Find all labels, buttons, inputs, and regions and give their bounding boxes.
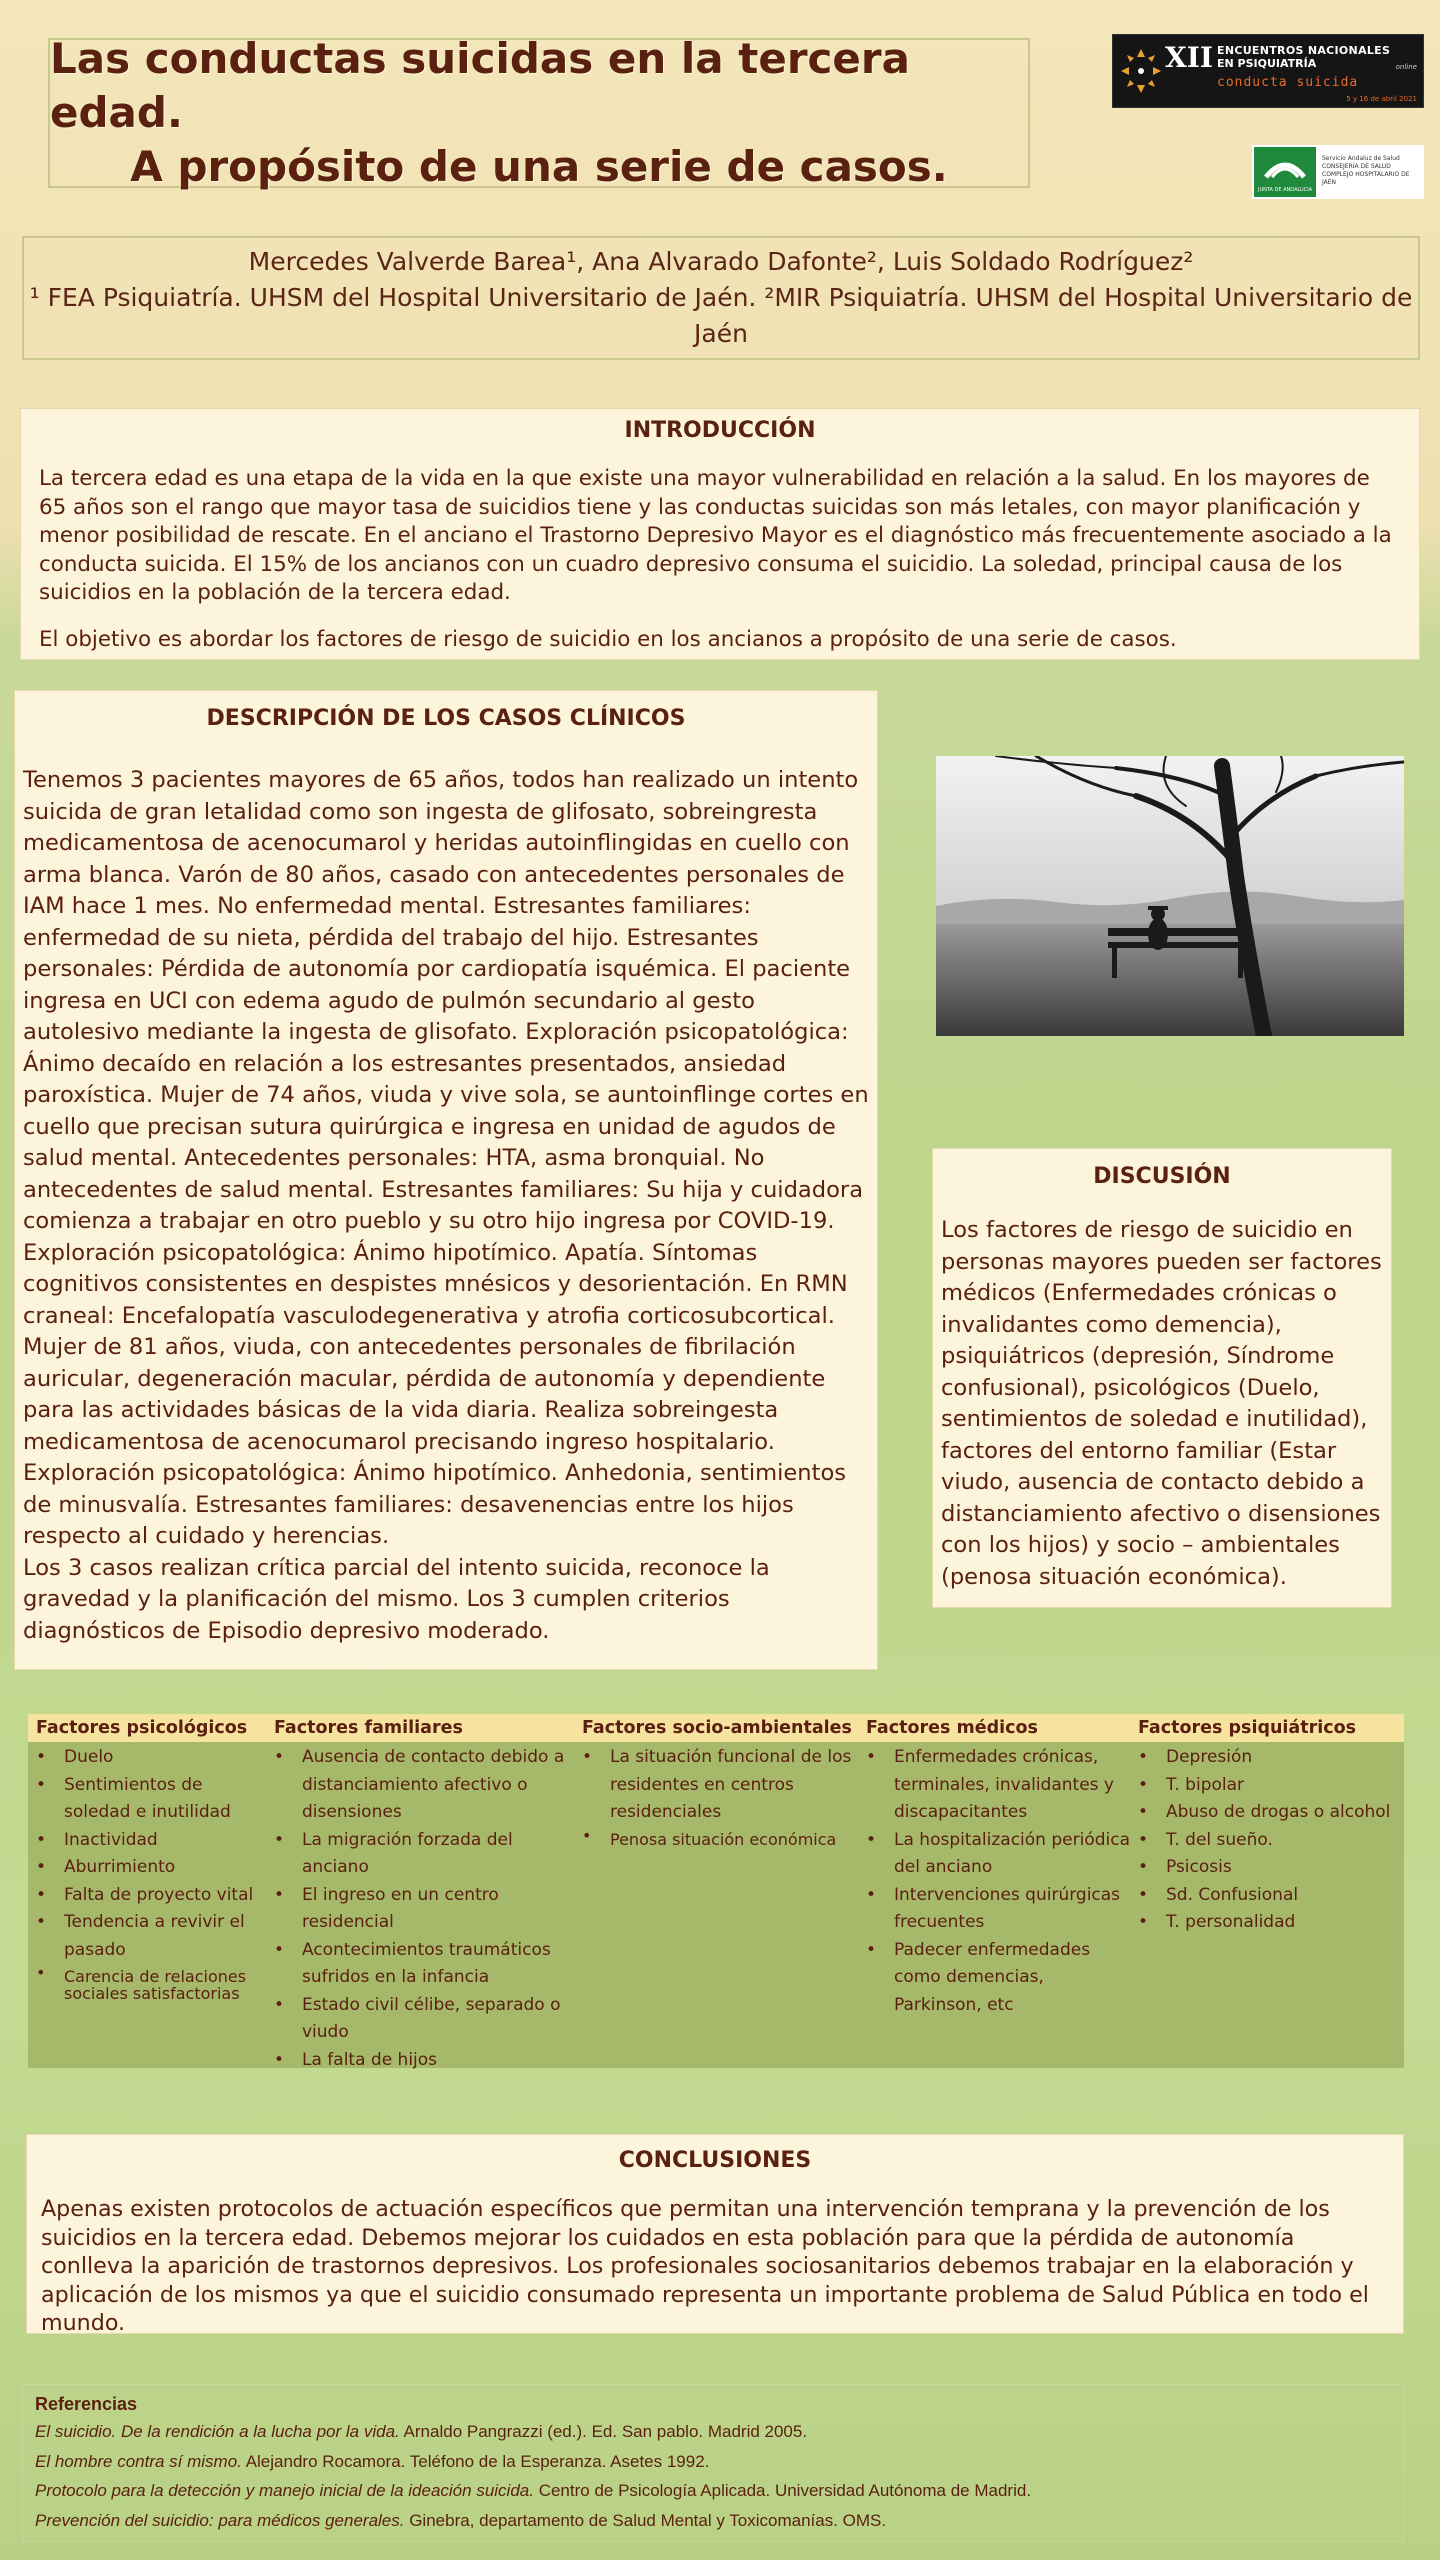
list-item: • Carencia de relaciones sociales satisfactorias (64, 1964, 266, 2006)
list-item: • Acontecimientos traumáticos sufridos en la infancia (302, 1937, 574, 1992)
reference-details: Centro de Psicología Aplicada. Universidad Autónoma de Madrid. (533, 2481, 1032, 2500)
list-item: • Sd. Confusional (1166, 1882, 1404, 1910)
list-item: • Ausencia de contacto debido a distanciamiento afectivo o disensiones (302, 1744, 574, 1827)
list-item: • Duelo (64, 1744, 266, 1772)
factor-column-header: Factores psiquiátricos (1138, 1718, 1357, 1738)
list-item: • Aburrimiento (64, 1854, 266, 1882)
factor-column-header: Factores médicos (866, 1718, 1038, 1738)
discussion-body: Los factores de riesgo de suicidio en personas mayores pueden ser factores médicos (Enfermedades crónicas o invalidantes como demencia), psiquiátricos (depresión, Síndrome confusional), psicológicos (Duelo, sentimientos de soledad e inutilidad), factores del entorno familiar (Estar viudo, ausencia de contacto debido a distanciamiento afectivo o disensiones con los hijos) y socio – ambientales (penosa situación económica). (941, 1217, 1382, 1590)
congress-logo (1112, 34, 1424, 108)
title-box (48, 34, 1030, 191)
introduction-paragraph-1: La tercera edad es una etapa de la vida en la que existe una mayor vulnerabilidad en relación a la salud. En los mayores de 65 años son el rango que mayor tasa de suicidios tiene y las conductas suicidas son más letales, con mayor planificación y menor posibilidad de rescate. En el anciano el Trastorno Depresivo Mayor es el diagnóstico más frecuentemente asociado a la conducta suicida. El 15% de los ancianos con un cuadro depresivo consuma el suicidio. La soledad, principal causa de los suicidios en la población de la tercera edad. (39, 466, 1392, 605)
list-item: • Enfermedades crónicas, terminales, invalidantes y discapacitantes (894, 1744, 1130, 1827)
list-item: • Falta de proyecto vital (64, 1882, 266, 1910)
factor-column-medical (858, 1714, 1130, 2019)
list-item: • La hospitalización periódica del anciano (894, 1827, 1130, 1882)
author-affiliations: ¹ FEA Psiquiatría. UHSM del Hospital Universitario de Jaén. ²MIR Psiquiatría. UHSM del Hospital Universitario de Jaén (29, 283, 1413, 348)
sas-badge-text: JUNTA DE ANDALUCIA (1258, 187, 1313, 193)
risk-factors-table (28, 1714, 1404, 2068)
list-item: • La migración forzada del anciano (302, 1827, 574, 1882)
list-item: • La falta de hijos (302, 2047, 574, 2075)
poster-title-line-1: Las conductas suicidas en la tercera edad. (50, 34, 910, 137)
factor-column-header: Factores socio-ambientales (582, 1718, 852, 1738)
factor-column-header: Factores psicológicos (36, 1718, 248, 1738)
factor-column-psychiatric (1130, 1714, 1404, 1937)
introduction-panel (20, 408, 1420, 660)
reference-title: Protocolo para la detección y manejo inicial de la ideación suicida. (35, 2481, 534, 2500)
list-item: • Tendencia a revivir el pasado (64, 1909, 266, 1964)
reference-details: Alejandro Rocamora. Teléfono de la Esperanza. Asetes 1992. (241, 2451, 710, 2471)
congress-online: online (1395, 63, 1417, 71)
conclusions-heading: CONCLUSIONES (618, 2148, 812, 2173)
introduction-paragraph-2: El objetivo es abordar los factores de riesgo de suicidio en los ancianos a propósito de una serie de casos. (39, 626, 1177, 652)
references-heading: Referencias (35, 2394, 138, 2414)
reference-item (35, 2506, 1391, 2536)
congress-subtitle: conducta suicida (1217, 75, 1359, 90)
list-item: • Abuso de drogas o alcohol (1166, 1799, 1404, 1827)
congress-line-1: ENCUENTROS NACIONALES (1217, 44, 1391, 57)
sas-line-3: COMPLEJO HOSPITALARIO DE JAÉN (1322, 171, 1410, 186)
list-item: • Depresión (1166, 1744, 1404, 1772)
reference-details: Arnaldo Pangrazzi (ed.). Ed. San pablo. Madrid 2005. (399, 2422, 808, 2441)
reference-title: El hombre contra sí mismo. (35, 2451, 242, 2471)
discussion-heading: DISCUSIÓN (1093, 1164, 1231, 1189)
cases-body: Tenemos 3 pacientes mayores de 65 años, todos han realizado un intento suicida de gran letalidad como son ingesta de glifosato, sobreingresta medicamentosa de acenocumarol y heridas autoinflingidas en cuello con arma blanca. Varón de 80 años, casado con antecedentes personales de IAM hace 1 mes. No enfermedad mental. Estresantes familiares: enfermedad de su nieta, pérdida del trabajo del hijo. Estresantes personales: Pérdida de autonomía por cardiopatía isquémica. El paciente ingresa en UCI con edema agudo de pulmón secundario al gesto autolesivo mediante la ingesta de glisofato. Exploración psicopatológica: Ánimo decaído en relación a los estresantes presentados, ansiedad paroxística. Mujer de 74 años, viuda y vive sola, se auntoinflinge cortes en cuello que precisan sutura quirúrgica e ingresa en unidad de agudos de salud mental. Antecedentes personales: HTA, asma bronquial. No antecedentes de salud mental. Estresantes familiares: Su hija y cuidadora comienza a trabajar en otro pueblo y su otro hijo ingresa por COVID-19. Exploración psicopatológica: Ánimo hipotímico. Apatía. Síntomas cognitivos consistentes en despistes mnésicos y desorientación. En RMN craneal: Encefalopatía vasculodegenerativa y atrofia corticosubcortical. Mujer de 81 años, viuda, con antecedentes personales de fibrilación auricular, degeneración macular, pérdida de autonomía y dependiente para las actividades básicas de la vida diaria. Realiza sobreingesta medicamentosa de acenocumarol precisando ingreso hospitalario. Exploración psicopatológica: Ánimo hipotímico. Anhedonia, sentimientos de minusvalía. Estresantes familiares: desavenencias entre los hijos respecto al cuidado y herencias. (23, 767, 869, 1549)
list-item: • T. del sueño. (1166, 1827, 1404, 1855)
list-item: • Estado civil célibe, separado o viudo (302, 1992, 574, 2047)
bench-photo (936, 756, 1404, 1036)
list-item: • Inactividad (64, 1827, 266, 1855)
conclusions-body: Apenas existen protocolos de actuación específicos que permitan una intervención temprana y la prevención de los suicidios en la tercera edad. Debemos mejorar los cuidados en esta población para que la pérdida de autonomía conlleva la aparición de trastornos depresivos. Los profesionales sociosanitarios debemos trabajar en la elaboración y aplicación de los mismos ya que el suicidio consumado representa un importante problema de Salud Pública en todo el mundo. (41, 2196, 1369, 2336)
cases-body-2: Los 3 casos realizan crítica parcial del intento suicida, reconoce la gravedad y la planificación del mismo. Los 3 cumplen criterios diagnósticos de Episodio depresivo moderado. (23, 1554, 770, 1644)
congress-numeral: XII (1165, 41, 1213, 74)
arrows-logo-icon (1119, 47, 1163, 95)
list-item: • Sentimientos de soledad e inutilidad (64, 1772, 266, 1827)
list-item: • Penosa situación económica (610, 1827, 858, 1852)
reference-item (35, 2417, 1391, 2447)
introduction-heading: INTRODUCCIÓN (624, 418, 816, 443)
conclusions-panel (26, 2134, 1404, 2334)
sas-line-2: CONSEJERÍA DE SALUD (1322, 163, 1391, 170)
list-item: • La situación funcional de los residentes en centros residenciales (610, 1744, 858, 1827)
reference-details: Ginebra, departamento de Salud Mental y Toxicomanías. OMS. (404, 2510, 887, 2530)
factor-column-family (266, 1714, 574, 2074)
factor-column-socio-environmental (574, 1714, 858, 1852)
reference-item (35, 2476, 1391, 2506)
factor-column-header: Factores familiares (274, 1718, 463, 1738)
sas-line-1: Servicio Andaluz de Salud (1322, 155, 1400, 162)
congress-line-2: EN PSIQUIATRÍA (1217, 57, 1317, 70)
discussion-panel (932, 1148, 1392, 1608)
congress-date: 5 y 16 de abril 2021 (1346, 95, 1417, 103)
list-item: • T. personalidad (1166, 1909, 1404, 1937)
factor-column-psychological (28, 1714, 266, 2006)
sas-logo (1252, 145, 1424, 199)
reference-item (35, 2447, 1391, 2477)
list-item: • Intervenciones quirúrgicas frecuentes (894, 1882, 1130, 1937)
sas-text (1322, 155, 1424, 187)
list-item: • Psicosis (1166, 1854, 1404, 1882)
author-names: Mercedes Valverde Barea¹, Ana Alvarado Dafonte², Luis Soldado Rodríguez² (248, 247, 1194, 276)
cases-panel (14, 690, 878, 1670)
cases-heading: DESCRIPCIÓN DE LOS CASOS CLÍNICOS (206, 706, 686, 731)
reference-title: El suicidio. De la rendición a la lucha por la vida. (35, 2422, 400, 2441)
authors-box (22, 236, 1420, 360)
poster-title-line-2: A propósito de una serie de casos. (130, 142, 948, 191)
junta-andalucia-logo-icon (1254, 147, 1316, 197)
reference-title: Prevención del suicidio: para médicos generales. (35, 2510, 405, 2530)
list-item: • Padecer enfermedades como demencias, Parkinson, etc (894, 1937, 1130, 2020)
list-item: • T. bipolar (1166, 1772, 1404, 1800)
references-section (22, 2384, 1404, 2542)
list-item: • El ingreso en un centro residencial (302, 1882, 574, 1937)
